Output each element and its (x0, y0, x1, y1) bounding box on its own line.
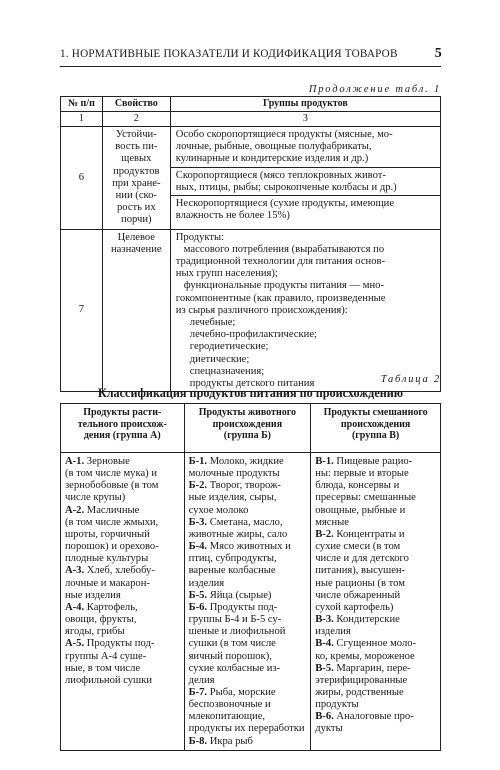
item-code: Б-8. (188, 735, 208, 747)
item-text: Молоко, жидкие молочные продукты (188, 456, 284, 480)
table2-caption: Таблица 2 (380, 374, 441, 385)
list-item (189, 736, 307, 748)
item-code: В-4. (315, 638, 334, 650)
item-code: А-3. (65, 565, 85, 577)
row-number: 7 (61, 229, 103, 392)
list-item (315, 614, 436, 638)
item-text: Яйца (сырые) (207, 589, 272, 601)
plant-products-cell (61, 453, 185, 751)
table1-continuation-label: Продолжение табл. 1 (308, 84, 441, 95)
list-item (189, 687, 307, 736)
item-text: Сметана, масло, животные жиры, сало (188, 516, 288, 540)
properties-table (60, 96, 441, 392)
header-rule (60, 66, 441, 67)
property-cell: Целевое назначение (102, 229, 170, 392)
item-code: В-1. (315, 456, 334, 467)
item-code: Б-2. (188, 480, 208, 492)
item-text: Хлеб, хлебобу- лочные и макарон- ные изделия (65, 565, 155, 601)
list-item: лечебные; (189, 317, 236, 329)
item-text: Маргарин, пере- этерифицированные жиры, родственные продукты (315, 662, 411, 711)
groups-cell (170, 127, 440, 230)
property-cell: Устойчи- вость пи- щевых продуктов при хране- нии (ско- рость их порчи) (102, 127, 170, 230)
column-header-plant: Продукты расти- тельного происхож- дения (группа А) (61, 404, 185, 453)
list-item (315, 711, 436, 735)
list-item (65, 602, 180, 638)
item-text: Масличные (в том числе жмыхи, шроты, горчичный порошок) и орехово- плодные культуры (65, 504, 159, 565)
item-code: Б-4. (188, 541, 208, 553)
list-item (189, 517, 307, 541)
group-item: Особо скоропортящиеся продукты (мясные, мо- лочные, рыбные, овощные полуфабрикаты, кулинарные и кондитерские изделия и др.) (171, 127, 440, 168)
item-code: А-2. (65, 504, 85, 516)
list-item (315, 529, 436, 614)
list-item (65, 565, 180, 601)
item-code: Б-3. (188, 516, 208, 528)
list-item (189, 541, 307, 590)
item-text: Картофель, овощи, фрукты, ягоды, грибы (65, 601, 138, 638)
item-code: Б-7. (188, 686, 208, 698)
item-code: В-2. (315, 528, 334, 540)
item-text: Аналоговые про- дукты (315, 711, 414, 735)
list-item: продукты детского питания (189, 378, 315, 390)
item-text: Продукты под- группы А-4 суше- ные, в том числе лиофильной сушки (65, 638, 155, 686)
table2-title: Классификация продуктов питания по происхождению (97, 386, 404, 400)
list-item: лечебно-профилактические; (189, 329, 317, 341)
list-item (189, 590, 307, 602)
list-item (65, 638, 180, 687)
item-text: Икра рыб (207, 735, 253, 747)
list-item (189, 602, 307, 687)
list-item: функциональные продукты питания — мно- гокомпонентные (как правило, произведенные из сырья различного происхождения): (175, 280, 386, 316)
list-item (65, 456, 180, 505)
animal-products-cell (184, 453, 311, 751)
list-item (315, 663, 436, 712)
item-text: Рыба, морские беспозвоночные и млекопитающие, продукты их переработки (188, 686, 305, 735)
column-header-mixed: Продукты смешанного происхождения (группа В) (311, 404, 441, 453)
item-code: А-5. (65, 638, 85, 650)
row-number: 6 (61, 127, 103, 230)
origin-classification-table (60, 403, 441, 751)
column-header-groups: Группы продуктов (170, 97, 440, 112)
group-item: Нескоропортящиеся (сухие продукты, имеющие влажность не более 15%) (175, 198, 395, 222)
item-text: Сгущенное моло- ко, кремы, мороженое (315, 638, 417, 662)
mixed-products-cell (311, 453, 441, 751)
column-header-no: № п/п (61, 97, 103, 112)
list-item (65, 505, 180, 566)
item-text: Кондитерские изделия (315, 614, 400, 638)
group-item: Скоропортящиеся (мясо теплокровных живот- ных, птицы, рыбы; сырокопченые колбасы и др.) (171, 168, 440, 196)
list-item: геродиетические; (189, 341, 269, 353)
item-text: Мясо животных и птиц, субпродукты, вареные колбасные изделия (188, 541, 291, 589)
page-number: 5 (434, 46, 442, 61)
column-number-2: 2 (102, 112, 170, 127)
running-header-title: 1. НОРМАТИВНЫЕ ПОКАЗАТЕЛИ И КОДИФИКАЦИЯ ТОВАРОВ (60, 48, 398, 60)
item-text: Зерновые (в том числе мука) и зернобобовые (в том числе крупы) (65, 456, 159, 504)
item-text: Пищевые рацио- ны: первые и вторые блюда, консервы и пресервы: смешанные овощные, рыбные и мясные (315, 456, 416, 528)
list-item (315, 456, 436, 529)
column-header-property: Свойство (102, 97, 170, 112)
item-text: Творог, творож- ные изделия, сыры, сухое молоко (188, 480, 281, 516)
item-text: Концентраты и сухие смеси (в том числе и для детского питания), высушен- ные рационы (в том числе обжаренный сухой картофель) (315, 528, 409, 613)
list-item (315, 638, 436, 662)
list-item: массового потребления (вырабатываются по традиционной технологии для питания основ- ных групп населения); (175, 243, 386, 280)
list-item: диетические; (189, 353, 250, 365)
item-code: В-6. (315, 711, 334, 723)
table-row (61, 127, 441, 230)
item-code: Б-1. (188, 456, 208, 467)
item-code: В-5. (315, 662, 334, 674)
item-code: А-4. (65, 601, 85, 613)
item-text: Продукты под- группы Б-4 и Б-5 су- шеные и лиофильной сушки (в том числе яичный порошок), сухие колбасные из- делия (188, 601, 286, 686)
column-number-1: 1 (61, 112, 103, 127)
list-item: Продукты: (175, 231, 225, 243)
item-code: А-1. (65, 456, 85, 467)
groups-cell (170, 229, 440, 392)
item-code: В-3. (315, 614, 334, 626)
purpose-list (171, 230, 440, 392)
list-item: спецназначения; (189, 365, 265, 377)
item-code: Б-6. (188, 601, 208, 613)
table-row (61, 229, 441, 392)
list-item (189, 480, 307, 516)
column-number-3: 3 (170, 112, 440, 127)
item-code: Б-5. (188, 589, 208, 601)
list-item (189, 456, 307, 480)
column-header-animal: Продукты животного происхождения (группа Б) (184, 404, 311, 453)
